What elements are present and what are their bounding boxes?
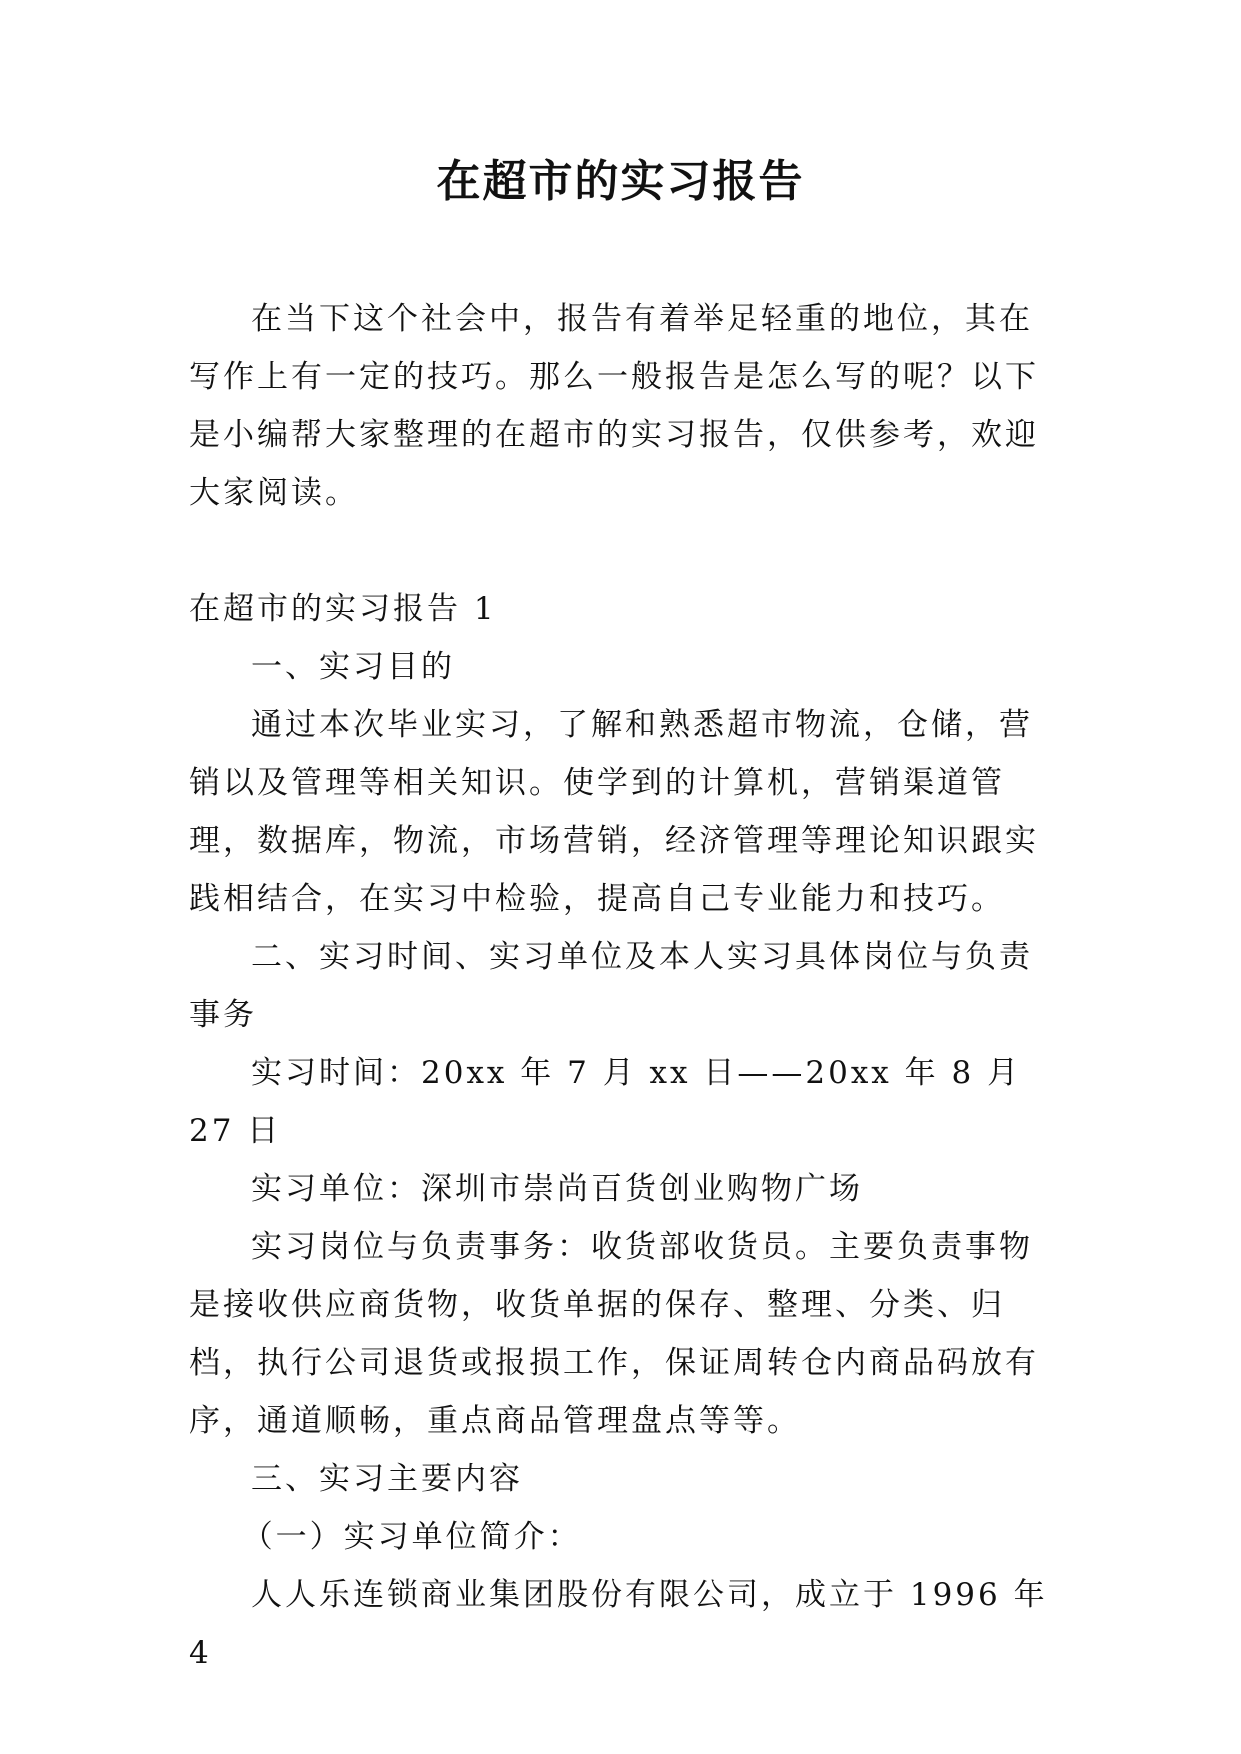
section1-body: 通过本次毕业实习，了解和熟悉超市物流，仓储，营销以及管理等相关知识。使学到的计算机，营销渠道管理，数据库，物流，市场营销，经济管理等理论知识跟实践相结合，在实习中检验，提高自己专业能力和技巧。 (189, 707, 1039, 917)
document-title: 在超市的实习报告 (436, 156, 805, 207)
report-heading: 在超市的实习报告 1 (189, 591, 497, 627)
intro-paragraph: 在当下这个社会中，报告有着举足轻重的地位，其在写作上有一定的技巧。那么一般报告是怎么写的呢？以下是小编帮大家整理的在超市的实习报告，仅供参考，欢迎大家阅读。 (189, 301, 1039, 511)
section3-heading: 三、实习主要内容 (251, 1461, 523, 1497)
section2-heading: 二、实习时间、实习单位及本人实习具体岗位与负责事务 (189, 939, 1033, 1033)
document-body (189, 290, 1049, 1682)
internship-time: 实习时间：20xx 年 7 月 xx 日——20xx 年 8 月 27 日 (189, 1055, 1022, 1149)
internship-unit: 实习单位：深圳市崇尚百货创业购物广场 (251, 1171, 863, 1207)
internship-duties: 实习岗位与负责事务：收货部收货员。主要负责事物是接收供应商货物，收货单据的保存、整理、分类、归档，执行公司退货或报损工作，保证周转仓内商品码放有序，通道顺畅，重点商品管理盘点等等。 (189, 1229, 1039, 1439)
company-paragraph: 人人乐连锁商业集团股份有限公司，成立于 1996 年 4 (189, 1577, 1048, 1671)
subsection-heading: （一）实习单位简介： (241, 1519, 582, 1555)
section1-heading: 一、实习目的 (251, 649, 455, 685)
